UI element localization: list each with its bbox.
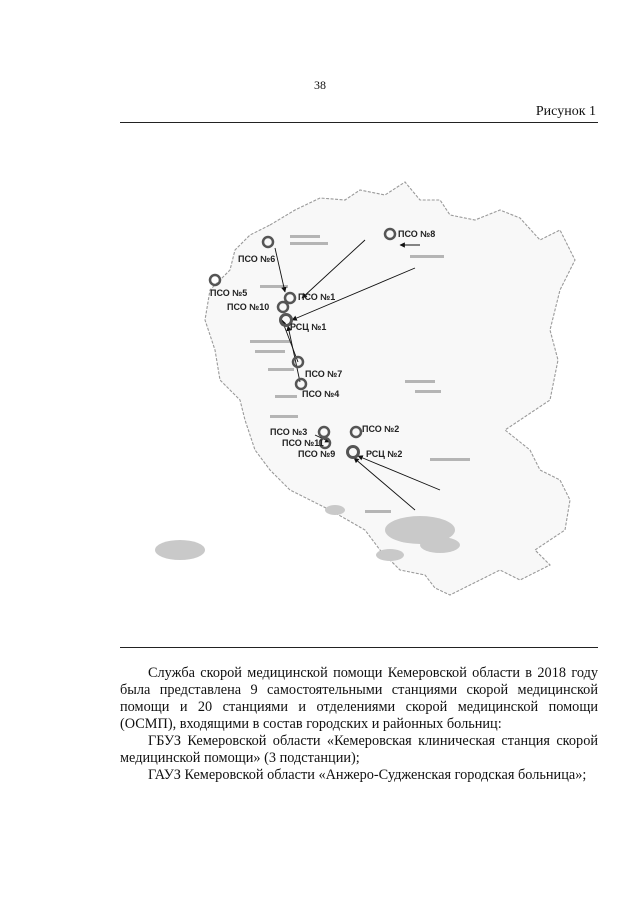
station-label: ПСО №1 xyxy=(298,292,336,302)
station-label: ПСО №3 xyxy=(270,427,308,437)
station-label: ПСО №9 xyxy=(298,449,336,459)
station-label: ПСО №7 xyxy=(305,369,343,379)
top-rule xyxy=(120,122,598,123)
station-marker xyxy=(282,438,330,448)
paragraph: Служба скорой медицинской помощи Кемеровской области в 2018 году была представлена 9 самостоятельными станциями скорой медицинской помощи и 20 станциями и отделениями скорой медицинской помощи (ОСМП), входящими в состав городских и районных больниц: xyxy=(120,665,598,732)
figure-label: Рисунок 1 xyxy=(535,104,596,119)
station-marker xyxy=(270,427,329,437)
station-label: ПСО №11 xyxy=(282,438,324,448)
station-label: ПСО №2 xyxy=(362,424,400,434)
station-label: ПСО №5 xyxy=(210,288,248,298)
paragraph: ГАУЗ Кемеровской области «Анжеро-Судженская городская больница»; xyxy=(148,767,587,783)
station-marker xyxy=(227,302,288,312)
page-number: 38 xyxy=(314,78,326,92)
body-text xyxy=(120,665,598,784)
station-label: РСЦ №2 xyxy=(366,449,403,459)
station-label: ПСО №6 xyxy=(238,254,276,264)
station-label: РСЦ №1 xyxy=(290,322,327,332)
station-label: ПСО №10 xyxy=(227,302,270,312)
kemerovo-region-map xyxy=(120,170,598,610)
paragraph: ГБУЗ Кемеровской области «Кемеровская клиническая станция скорой медицинской помощи» (3 подстанции); xyxy=(120,733,598,766)
station-label: ПСО №4 xyxy=(302,389,340,399)
bottom-rule xyxy=(120,647,598,648)
station-label: ПСО №8 xyxy=(398,229,436,239)
